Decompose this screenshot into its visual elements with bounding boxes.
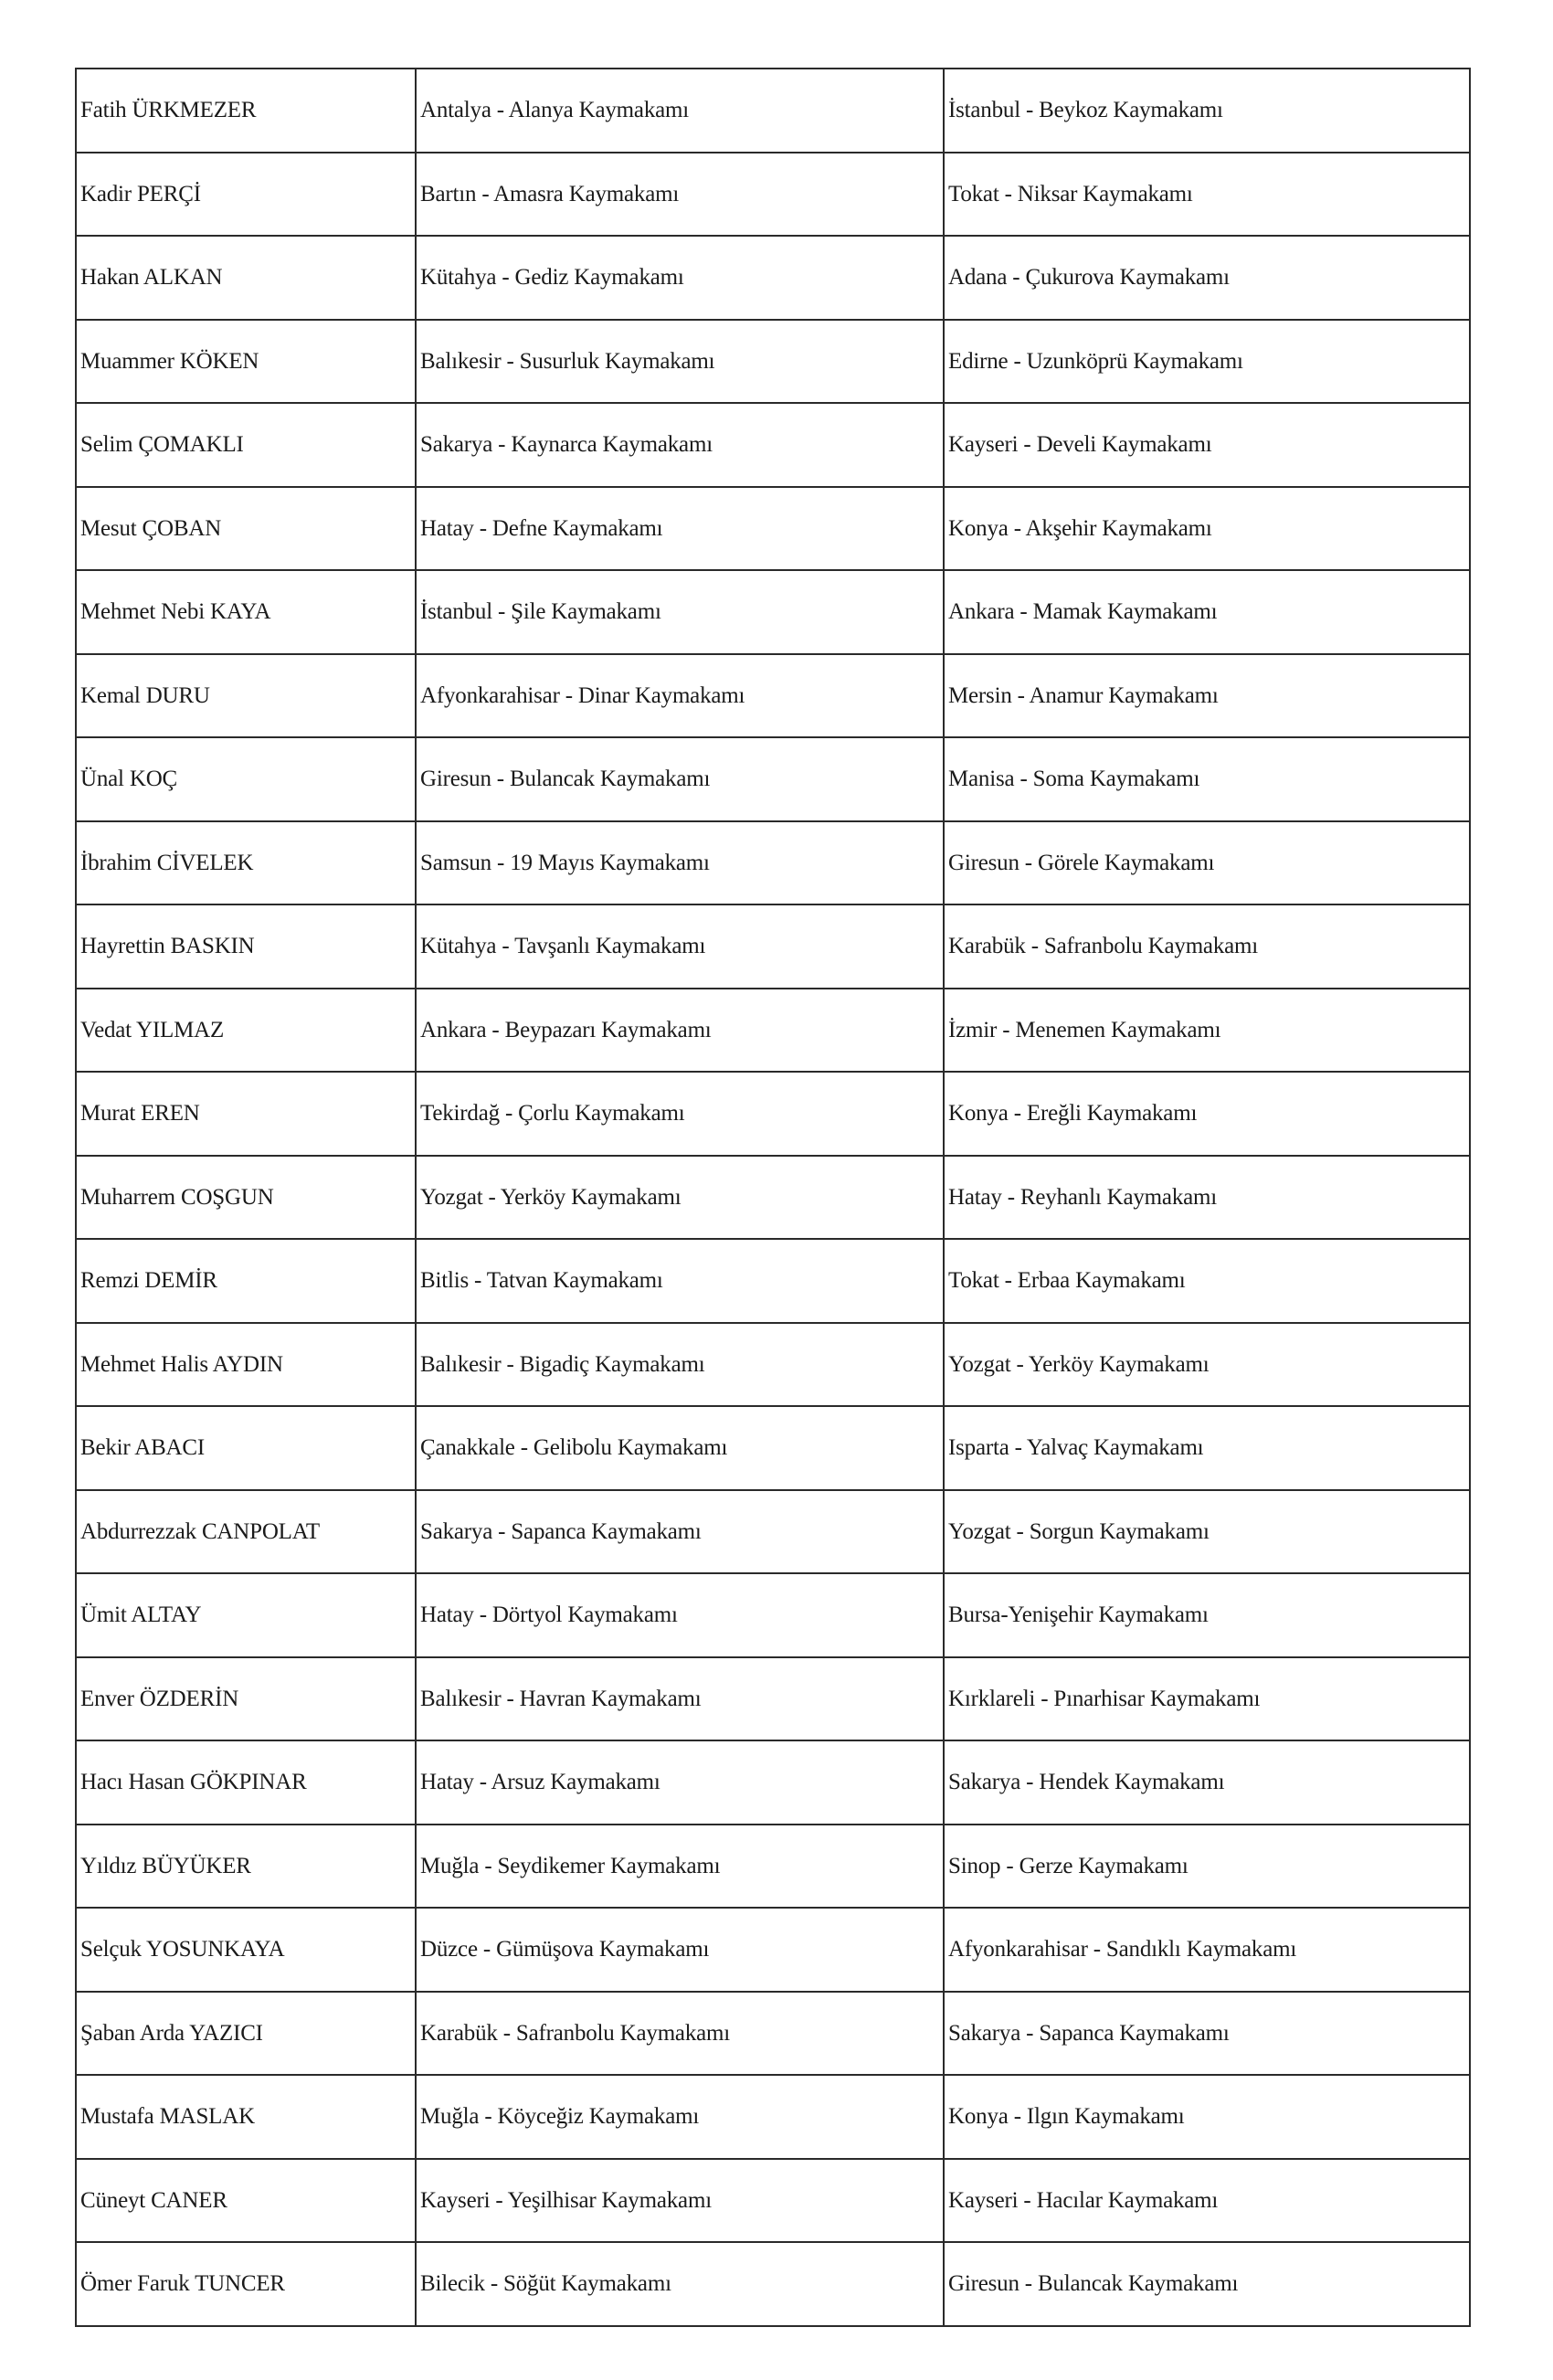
name-cell: Selçuk YOSUNKAYA xyxy=(76,1908,416,1992)
name-cell: Muharrem COŞGUN xyxy=(76,1156,416,1240)
current-post-cell: Sakarya - Kaynarca Kaymakamı xyxy=(416,403,944,487)
new-post-cell: Ankara - Mamak Kaymakamı xyxy=(944,570,1470,654)
new-post-cell: Sakarya - Hendek Kaymakamı xyxy=(944,1740,1470,1825)
new-post-cell: Afyonkarahisar - Sandıklı Kaymakamı xyxy=(944,1908,1470,1992)
current-post-cell: Balıkesir - Susurluk Kaymakamı xyxy=(416,320,944,404)
current-post-cell: Afyonkarahisar - Dinar Kaymakamı xyxy=(416,654,944,738)
new-post-cell: Hatay - Reyhanlı Kaymakamı xyxy=(944,1156,1470,1240)
new-post-cell: Giresun - Bulancak Kaymakamı xyxy=(944,2242,1470,2326)
appointment-table xyxy=(75,68,1471,2327)
current-post-cell: Ankara - Beypazarı Kaymakamı xyxy=(416,989,944,1073)
new-post-cell: Giresun - Görele Kaymakamı xyxy=(944,821,1470,905)
name-cell: Mehmet Halis AYDIN xyxy=(76,1323,416,1407)
appointment-table-body xyxy=(76,69,1470,2326)
name-cell: Bekir ABACI xyxy=(76,1406,416,1490)
name-cell: Kemal DURU xyxy=(76,654,416,738)
table-row xyxy=(76,1657,1470,1741)
new-post-cell: Edirne - Uzunköprü Kaymakamı xyxy=(944,320,1470,404)
new-post-cell: Konya - Akşehir Kaymakamı xyxy=(944,487,1470,571)
name-cell: Mehmet Nebi KAYA xyxy=(76,570,416,654)
current-post-cell: Bartın - Amasra Kaymakamı xyxy=(416,153,944,237)
table-row xyxy=(76,2242,1470,2326)
current-post-cell: Tekirdağ - Çorlu Kaymakamı xyxy=(416,1072,944,1156)
current-post-cell: Bilecik - Söğüt Kaymakamı xyxy=(416,2242,944,2326)
name-cell: Ümit ALTAY xyxy=(76,1573,416,1657)
new-post-cell: Yozgat - Yerköy Kaymakamı xyxy=(944,1323,1470,1407)
current-post-cell: Sakarya - Sapanca Kaymakamı xyxy=(416,1490,944,1574)
new-post-cell: İstanbul - Beykoz Kaymakamı xyxy=(944,69,1470,153)
new-post-cell: Kırklareli - Pınarhisar Kaymakamı xyxy=(944,1657,1470,1741)
name-cell: Hakan ALKAN xyxy=(76,236,416,320)
table-row xyxy=(76,1573,1470,1657)
name-cell: İbrahim CİVELEK xyxy=(76,821,416,905)
new-post-cell: Karabük - Safranbolu Kaymakamı xyxy=(944,904,1470,989)
table-row xyxy=(76,1156,1470,1240)
name-cell: Fatih ÜRKMEZER xyxy=(76,69,416,153)
name-cell: Hacı Hasan GÖKPINAR xyxy=(76,1740,416,1825)
name-cell: Murat EREN xyxy=(76,1072,416,1156)
name-cell: Remzi DEMİR xyxy=(76,1239,416,1323)
new-post-cell: Kayseri - Hacılar Kaymakamı xyxy=(944,2159,1470,2243)
new-post-cell: Mersin - Anamur Kaymakamı xyxy=(944,654,1470,738)
table-row xyxy=(76,1406,1470,1490)
new-post-cell: Konya - Ilgın Kaymakamı xyxy=(944,2075,1470,2159)
current-post-cell: Muğla - Köyceğiz Kaymakamı xyxy=(416,2075,944,2159)
new-post-cell: Sinop - Gerze Kaymakamı xyxy=(944,1825,1470,1909)
new-post-cell: Isparta - Yalvaç Kaymakamı xyxy=(944,1406,1470,1490)
new-post-cell: İzmir - Menemen Kaymakamı xyxy=(944,989,1470,1073)
table-row xyxy=(76,1908,1470,1992)
table-row xyxy=(76,1992,1470,2076)
name-cell: Mesut ÇOBAN xyxy=(76,487,416,571)
current-post-cell: Kütahya - Tavşanlı Kaymakamı xyxy=(416,904,944,989)
table-row xyxy=(76,1825,1470,1909)
table-row xyxy=(76,1490,1470,1574)
current-post-cell: Düzce - Gümüşova Kaymakamı xyxy=(416,1908,944,1992)
name-cell: Selim ÇOMAKLI xyxy=(76,403,416,487)
new-post-cell: Manisa - Soma Kaymakamı xyxy=(944,737,1470,821)
name-cell: Cüneyt CANER xyxy=(76,2159,416,2243)
table-row xyxy=(76,403,1470,487)
current-post-cell: Kayseri - Yeşilhisar Kaymakamı xyxy=(416,2159,944,2243)
name-cell: Kadir PERÇİ xyxy=(76,153,416,237)
table-row xyxy=(76,1740,1470,1825)
table-row xyxy=(76,989,1470,1073)
table-row xyxy=(76,487,1470,571)
new-post-cell: Tokat - Niksar Kaymakamı xyxy=(944,153,1470,237)
new-post-cell: Bursa-Yenişehir Kaymakamı xyxy=(944,1573,1470,1657)
current-post-cell: Hatay - Defne Kaymakamı xyxy=(416,487,944,571)
name-cell: Ünal KOÇ xyxy=(76,737,416,821)
table-row xyxy=(76,1323,1470,1407)
table-row xyxy=(76,821,1470,905)
new-post-cell: Sakarya - Sapanca Kaymakamı xyxy=(944,1992,1470,2076)
current-post-cell: Samsun - 19 Mayıs Kaymakamı xyxy=(416,821,944,905)
name-cell: Abdurrezzak CANPOLAT xyxy=(76,1490,416,1574)
table-row xyxy=(76,654,1470,738)
table-row xyxy=(76,153,1470,237)
current-post-cell: Çanakkale - Gelibolu Kaymakamı xyxy=(416,1406,944,1490)
name-cell: Hayrettin BASKIN xyxy=(76,904,416,989)
current-post-cell: Yozgat - Yerköy Kaymakamı xyxy=(416,1156,944,1240)
table-row xyxy=(76,2075,1470,2159)
name-cell: Muammer KÖKEN xyxy=(76,320,416,404)
table-row xyxy=(76,904,1470,989)
current-post-cell: Muğla - Seydikemer Kaymakamı xyxy=(416,1825,944,1909)
current-post-cell: Antalya - Alanya Kaymakamı xyxy=(416,69,944,153)
name-cell: Ömer Faruk TUNCER xyxy=(76,2242,416,2326)
table-row xyxy=(76,570,1470,654)
table-row xyxy=(76,1072,1470,1156)
name-cell: Yıldız BÜYÜKER xyxy=(76,1825,416,1909)
table-row xyxy=(76,69,1470,153)
new-post-cell: Kayseri - Develi Kaymakamı xyxy=(944,403,1470,487)
name-cell: Mustafa MASLAK xyxy=(76,2075,416,2159)
table-row xyxy=(76,2159,1470,2243)
name-cell: Enver ÖZDERİN xyxy=(76,1657,416,1741)
current-post-cell: Karabük - Safranbolu Kaymakamı xyxy=(416,1992,944,2076)
new-post-cell: Konya - Ereğli Kaymakamı xyxy=(944,1072,1470,1156)
name-cell: Vedat YILMAZ xyxy=(76,989,416,1073)
table-row xyxy=(76,236,1470,320)
table-row xyxy=(76,737,1470,821)
table-row xyxy=(76,1239,1470,1323)
current-post-cell: Kütahya - Gediz Kaymakamı xyxy=(416,236,944,320)
current-post-cell: İstanbul - Şile Kaymakamı xyxy=(416,570,944,654)
table-row xyxy=(76,320,1470,404)
current-post-cell: Hatay - Arsuz Kaymakamı xyxy=(416,1740,944,1825)
new-post-cell: Yozgat - Sorgun Kaymakamı xyxy=(944,1490,1470,1574)
current-post-cell: Balıkesir - Bigadiç Kaymakamı xyxy=(416,1323,944,1407)
new-post-cell: Tokat - Erbaa Kaymakamı xyxy=(944,1239,1470,1323)
name-cell: Şaban Arda YAZICI xyxy=(76,1992,416,2076)
current-post-cell: Balıkesir - Havran Kaymakamı xyxy=(416,1657,944,1741)
current-post-cell: Bitlis - Tatvan Kaymakamı xyxy=(416,1239,944,1323)
current-post-cell: Giresun - Bulancak Kaymakamı xyxy=(416,737,944,821)
new-post-cell: Adana - Çukurova Kaymakamı xyxy=(944,236,1470,320)
current-post-cell: Hatay - Dörtyol Kaymakamı xyxy=(416,1573,944,1657)
